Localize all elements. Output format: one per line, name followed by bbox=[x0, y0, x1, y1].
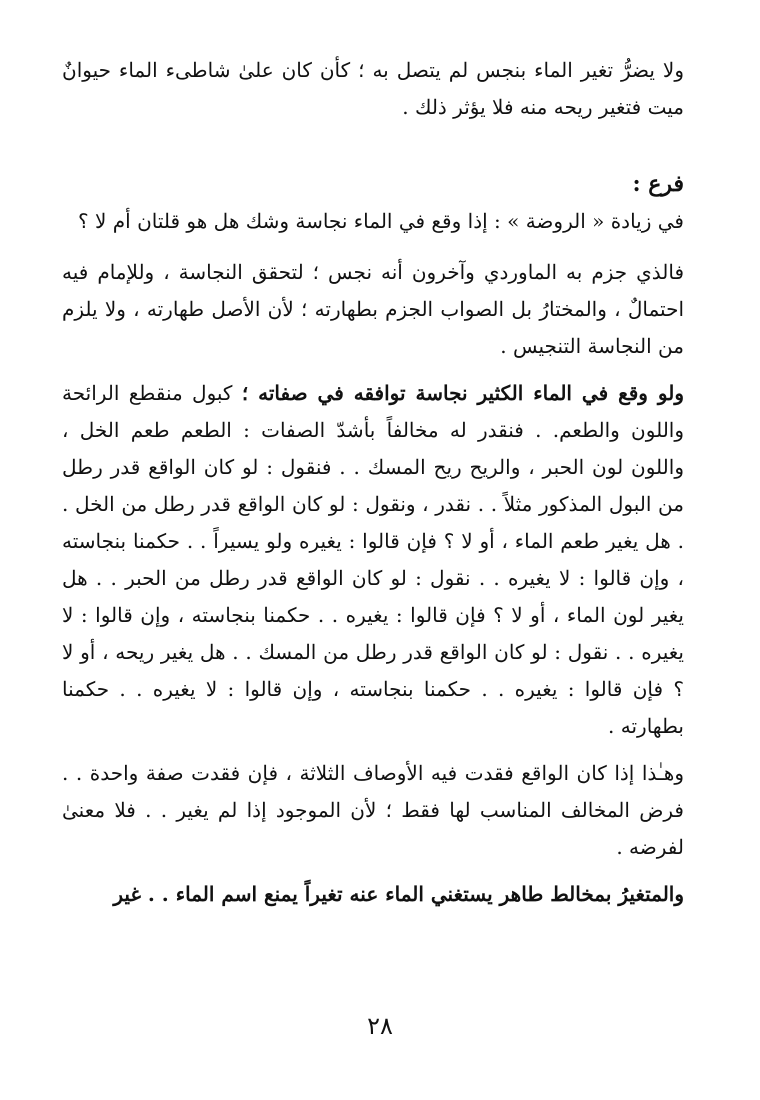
paragraph-1 bbox=[62, 52, 684, 126]
paragraph-5-text: وهـٰذا إذا كان الواقع فقدت فيه الأوصاف الثلاثة ، فإن فقدت صفة واحدة . . فرض المخالف المناسب لها فقط ؛ لأن الموجود إذا لم يغير . . فلا معنىٰ لفرضه . bbox=[62, 761, 684, 859]
spacer bbox=[62, 866, 684, 876]
spacer bbox=[62, 126, 684, 166]
paragraph-2 bbox=[62, 203, 684, 240]
page-number: ٢٨ bbox=[367, 1012, 393, 1040]
spacer bbox=[62, 745, 684, 755]
paragraph-6-bold-lead: والمتغيرُ بمخالط طاهر يستغني الماء عنه تغيراً يمنع اسم الماء . . غير bbox=[113, 882, 684, 906]
paragraph-4 bbox=[62, 375, 684, 745]
paragraph-3-text: فالذي جزم به الماوردي وآخرون أنه نجس ؛ لتحقق النجاسة ، وللإمام فيه احتمالٌ ، والمختارُ بل الصواب الجزم بطهارته ؛ لأن الأصل طهارته ، ولا يلزم من النجاسة التنجيس . bbox=[62, 260, 684, 358]
section-heading-text: فرع : bbox=[632, 171, 684, 197]
paragraph-4-bold-lead: ولو وقع في الماء الكثير نجاسة توافقه في صفاته ؛ bbox=[241, 381, 684, 405]
spacer bbox=[62, 365, 684, 375]
paragraph-4-text: كبول منقطع الرائحة واللون والطعم. . فنقدر له مخالفاً بأشدّ الصفات : الطعم طعم الخل ، واللون لون الحبر ، والريح ريح المسك . . فنقول : لو كان الواقع قدر رطل من البول المذكور مثلاً . . نقدر ، ونقول : لو كان الواقع قدر رطل من الخل . . هل يغير طعم الماء ، أو لا ؟ فإن قالوا : يغيره ولو يسيراً . . حكمنا بنجاسته ، وإن قالوا : لا يغيره . . نقول : لو كان الواقع قدر رطل من الحبر . . هل يغير لون الماء ، أو لا ؟ فإن قالوا : يغيره . . حكمنا بنجاسته ، وإن قالوا : لا يغيره . . نقول : لو كان الواقع قدر رطل من المسك . . هل يغير ريحه ، أو لا ؟ فإن قالوا : يغيره . . حكمنا بنجاسته ، وإن قالوا : لا يغيره . . حكمنا بطهارته . bbox=[62, 381, 684, 738]
paragraph-1-text: ولا يضرُّ تغير الماء بنجس لم يتصل به ؛ كأن كان علىٰ شاطىء الماء حيوانٌ ميت فتغير ريحه منه فلا يؤثر ذلك . bbox=[62, 58, 684, 119]
paragraph-3 bbox=[62, 254, 684, 365]
paragraph-6 bbox=[62, 876, 684, 913]
paragraph-2-text: في زيادة « الروضة » : إذا وقع في الماء نجاسة وشك هل هو قلتان أم لا ؟ bbox=[78, 209, 684, 233]
document-page bbox=[62, 52, 684, 1100]
section-heading bbox=[62, 166, 684, 203]
spacer bbox=[62, 240, 684, 254]
paragraph-5 bbox=[62, 755, 684, 866]
